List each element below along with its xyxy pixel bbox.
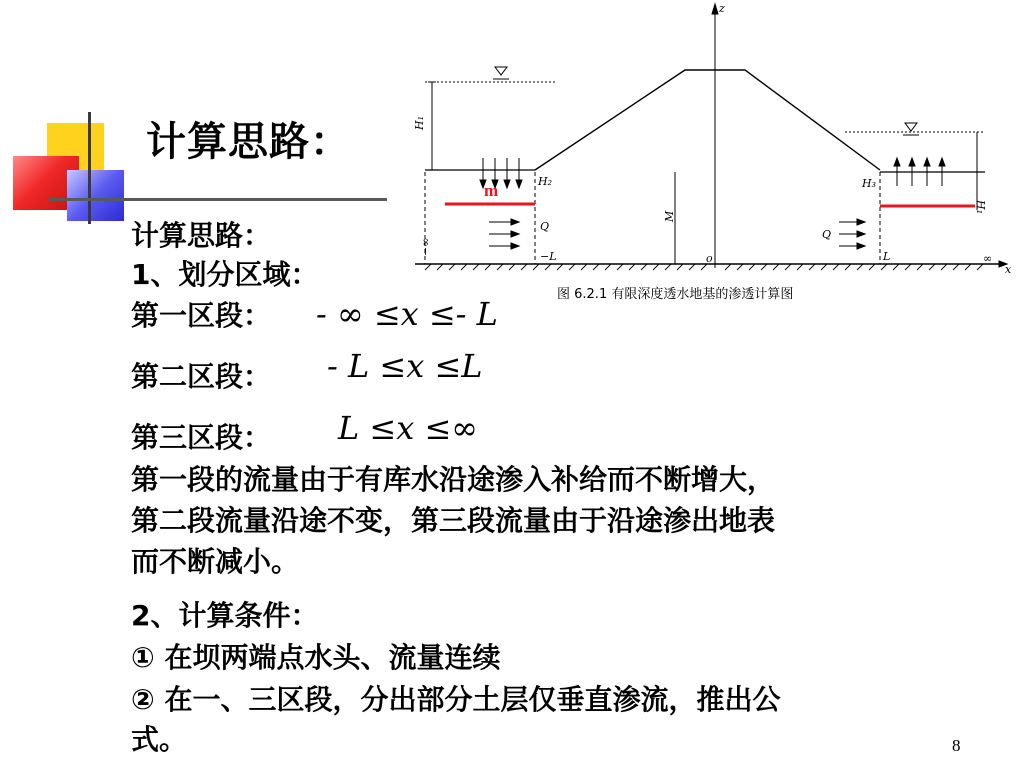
decor-vertical-rule (88, 112, 91, 224)
neg-inf-label: −∞ (419, 237, 432, 256)
q-left-label: Q (540, 220, 550, 233)
segment-1-range: - ∞ ≤x ≤- L (316, 295, 498, 333)
pos-L-label: L (883, 250, 891, 263)
seepage-diagram (385, 0, 1015, 305)
h3-label: H₃ (862, 177, 877, 190)
flow-arrows-right (839, 219, 865, 249)
segment-3-label: 第三区段： (131, 421, 272, 454)
base-hatching (425, 264, 983, 270)
step-2-label: 2、计算条件： (131, 599, 319, 632)
title-underline (49, 198, 387, 201)
x-axis-label: x (1005, 263, 1012, 276)
condition-2-line-1: ② 在一、三区段，分出部分土层仅垂直渗流，推出公 (131, 683, 781, 716)
segment-2-range: - L ≤x ≤L (327, 347, 483, 385)
flow-arrows-left (489, 219, 519, 249)
z-axis-arrow (712, 4, 718, 14)
neg-L-label: −L (540, 250, 557, 263)
origin-label: o (706, 252, 713, 265)
figure-caption: 图 6.2.1 有限深度透水地基的渗透计算图 (557, 287, 794, 302)
m-axis-label: M (663, 210, 676, 222)
q-right-label: Q (822, 228, 832, 241)
h1-left-label: H₁ (413, 115, 426, 130)
slide-title: 计算思路： (146, 119, 351, 165)
segment-3-range: L ≤x ≤∞ (338, 409, 478, 447)
pos-inf-label: ∞ (983, 252, 993, 265)
downstream-water-symbol (905, 123, 917, 131)
body-heading: 计算思路： (131, 219, 272, 252)
segment-1-label: 第一区段： (131, 299, 272, 332)
paragraph-line-3: 而不断减小。 (131, 545, 300, 578)
h1-right-label: H₁ (974, 200, 987, 215)
condition-1: ① 在坝两端点水头、流量连续 (131, 641, 501, 674)
page-number: 8 (952, 736, 961, 755)
z-axis-label: z (719, 2, 725, 15)
h2-label: H₂ (538, 175, 553, 188)
paragraph-line-2: 第二段流量沿途不变，第三段流量由于沿途渗出地表 (131, 504, 776, 537)
decor-blue-square (67, 170, 124, 221)
paragraph-line-1: 第一段的流量由于有库水沿途渗入补给而不断增大， (131, 463, 776, 496)
segment-2-label: 第二区段： (131, 360, 272, 393)
step-1-label: 1、划分区域： (131, 258, 319, 291)
upstream-water-symbol (495, 67, 507, 75)
dam-profile (535, 70, 880, 170)
condition-2-line-2: 式。 (131, 723, 188, 756)
m-label: m (484, 181, 499, 200)
